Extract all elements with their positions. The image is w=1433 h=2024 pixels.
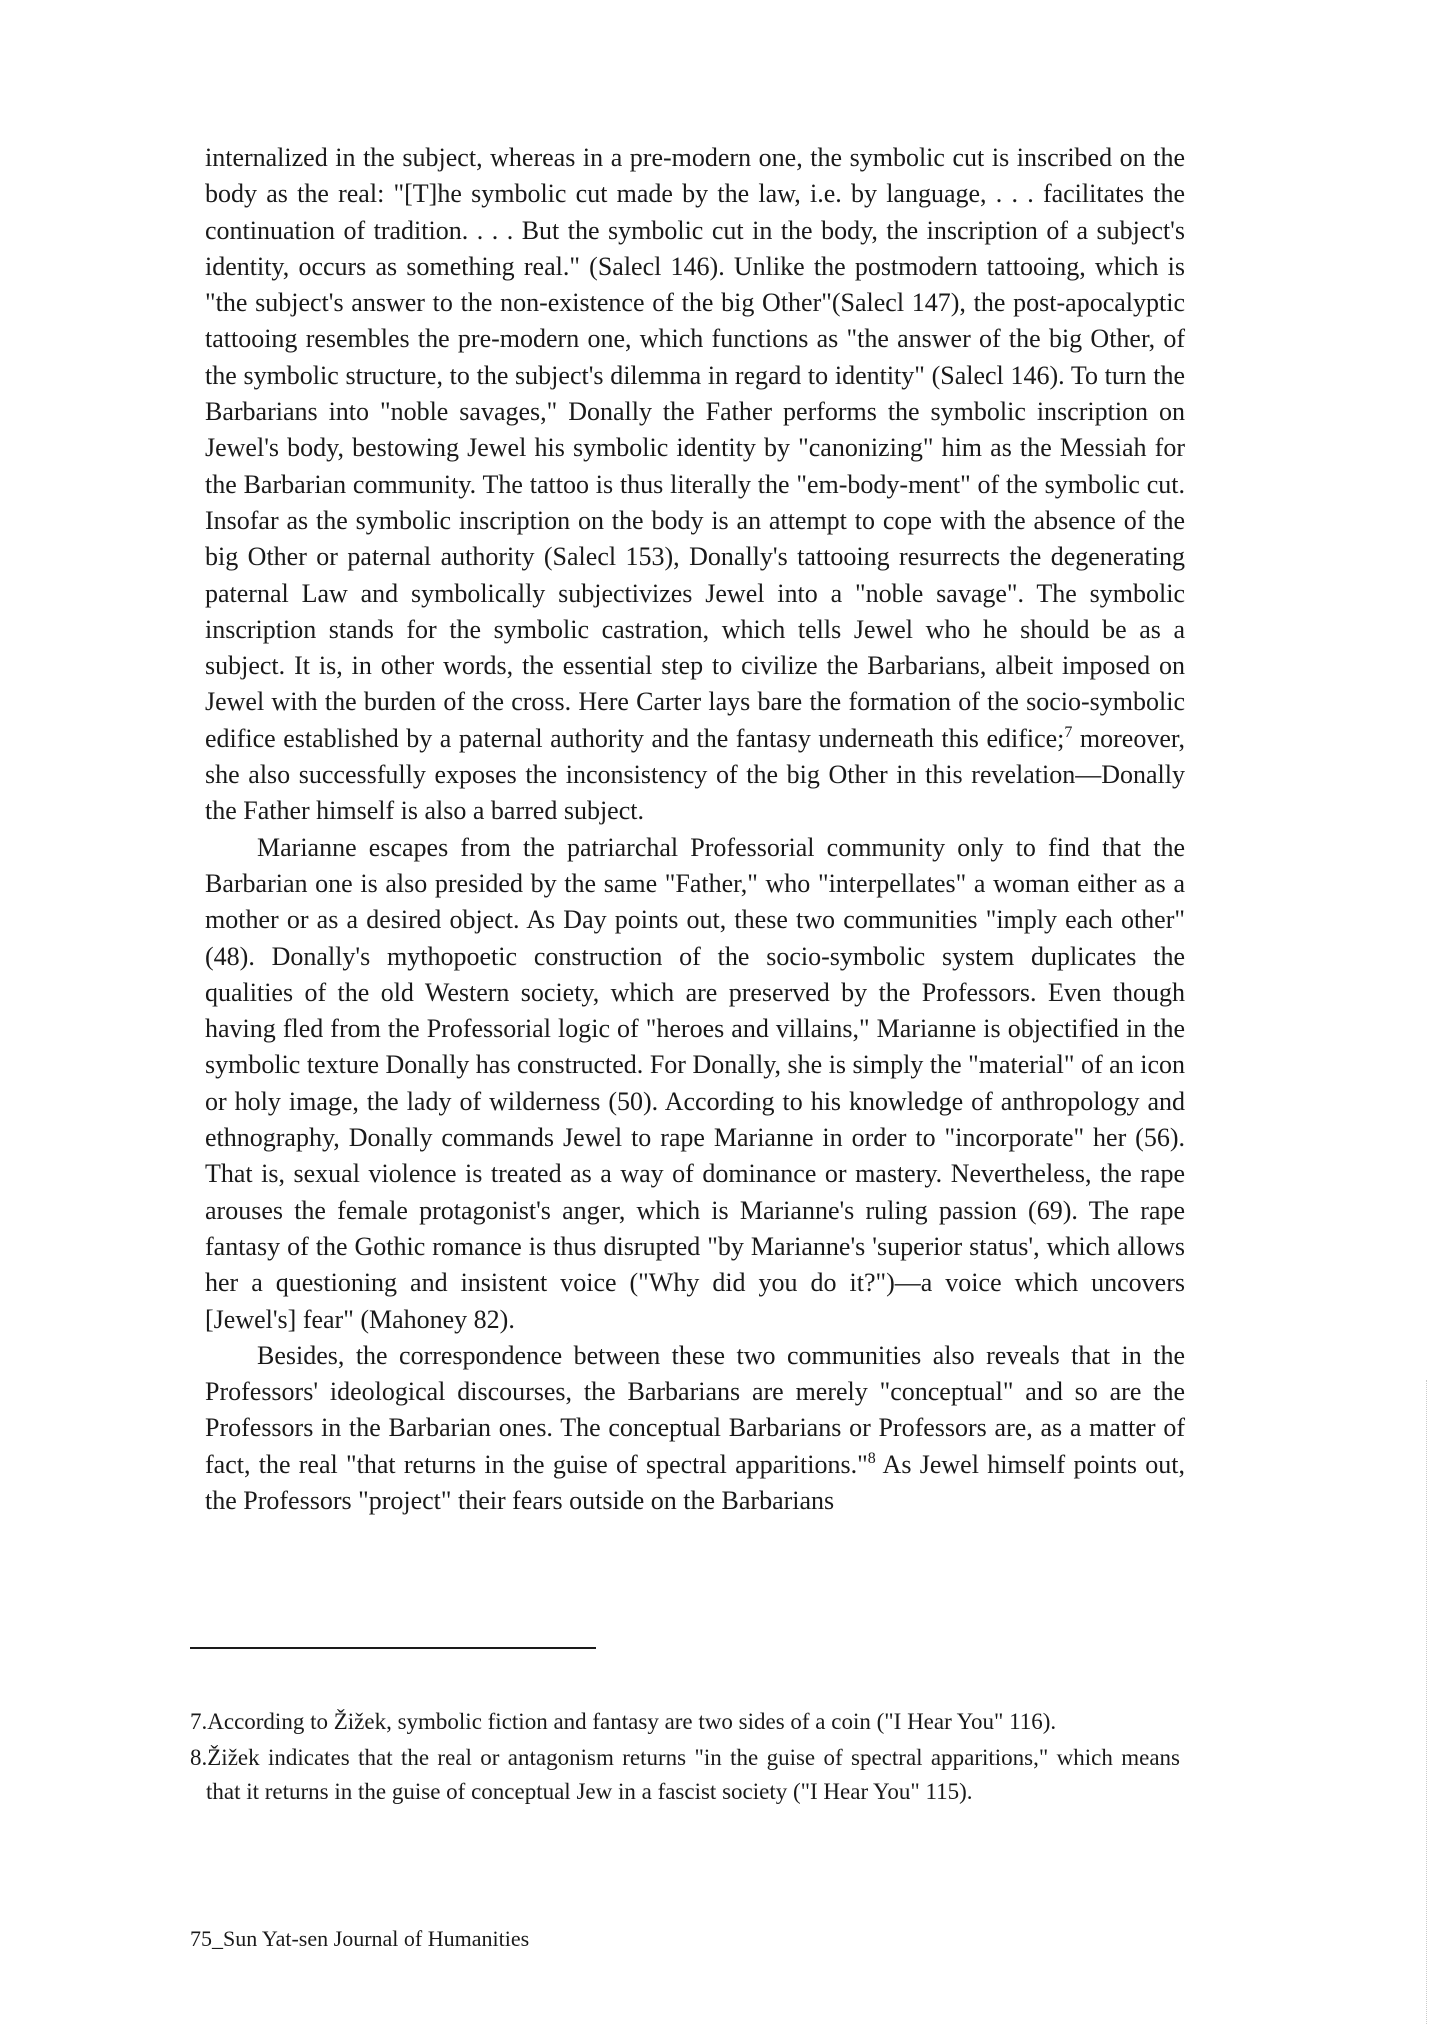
page-footer: 75_Sun Yat-sen Journal of Humanities	[190, 1926, 530, 1951]
footnotes	[190, 1705, 1180, 1811]
paragraph-1-end: moreover, she also successfully exposes the inconsistency of the big Other in this revelation—Donally the Father himself is also a barred subject.	[205, 723, 1185, 826]
footnote-ref-8[interactable]: 8	[867, 1449, 876, 1467]
paragraph-3	[205, 1338, 1185, 1519]
paragraph-1-text: internalized in the subject, whereas in a pre-modern one, the symbolic cut is inscribed on the body as the real: "[T]he symbolic cut made by the law, i.e. by language, . . . facilitates the continuation of tradition. . . . But the symbolic cut in the body, the inscription of a subject's identity, occurs as something real." (Salecl 146). Unlike the postmodern tattooing, which is "the subject's answer to the non-existence of the big Other"(Salecl 147), the post-apocalyptic tattooing resembles the pre-modern one, which functions as "the answer of the big Other, of the symbolic structure, to the subject's dilemma in regard to identity" (Salecl 146). To turn the Barbarians into "noble savages," Donally the Father performs the symbolic inscription on Jewel's body, bestowing Jewel his symbolic identity by "canonizing" him as the Messiah for the Barbarian community. The tattoo is thus literally the "em-body-ment" of the symbolic cut. Insofar as the symbolic inscription on the body is an attempt to cope with the absence of the big Other or paternal authority (Salecl 153), Donally's tattooing resurrects the degenerating paternal Law and symbolically subjectivizes Jewel into a "noble savage". The symbolic inscription stands for the symbolic castration, which tells Jewel who he should be as a subject. It is, in other words, the essential step to civilize the Barbarians, albeit imposed on Jewel with the burden of the cross. Here Carter lays bare the formation of the socio-symbolic edifice established by a paternal authority and the fantasy underneath this edifice;	[205, 143, 1185, 753]
footnote-7: 7.According to Žižek, symbolic fiction and fantasy are two sides of a coin ("I Hear You" 116).	[190, 1709, 1057, 1734]
footnote-divider	[190, 1647, 596, 1649]
paragraph-1	[205, 140, 1185, 830]
footnote-ref-7[interactable]: 7	[1064, 723, 1073, 741]
body-text	[205, 140, 1185, 1519]
footnote-8: 8.Žižek indicates that the real or antagonism returns "in the guise of spectral apparitions," which means that it returns in the guise of conceptual Jew in a fascist society ("I Hear You" 115).	[190, 1745, 1180, 1804]
paragraph-3-text: Besides, the correspondence between these two communities also reveals that in the Professors' ideological discourses, the Barbarians are merely "conceptual" and so are the Professors in the Barbarian ones. The conceptual Barbarians or Professors are, as a matter of fact, the real "that returns in the guise of spectral apparitions."	[205, 1340, 1185, 1479]
scan-edge-artifact	[1426, 1380, 1433, 2024]
paragraph-3-end: As Jewel himself points out, the Professors "project" their fears outside on the Barbarians	[205, 1449, 1186, 1515]
paragraph-2: Marianne escapes from the patriarchal Professorial community only to find that the Barbarian one is also presided by the same "Father," who "interpellates" a woman either as a mother or as a desired object. As Day points out, these two communities "imply each other" (48). Donally's mythopoetic construction of the socio-symbolic system duplicates the qualities of the old Western society, which are preserved by the Professors. Even though having fled from the Professorial logic of "heroes and villains," Marianne is objectified in the symbolic texture Donally has constructed. For Donally, she is simply the "material" of an icon or holy image, the lady of wilderness (50). According to his knowledge of anthropology and ethnography, Donally commands Jewel to rape Marianne in order to "incorporate" her (56). That is, sexual violence is treated as a way of dominance or mastery. Nevertheless, the rape arouses the female protagonist's anger, which is Marianne's ruling passion (69). The rape fantasy of the Gothic romance is thus disrupted "by Marianne's 'superior status', which allows her a questioning and insistent voice ("Why did you do it?")—a voice which uncovers [Jewel's] fear" (Mahoney 82).	[205, 832, 1185, 1334]
